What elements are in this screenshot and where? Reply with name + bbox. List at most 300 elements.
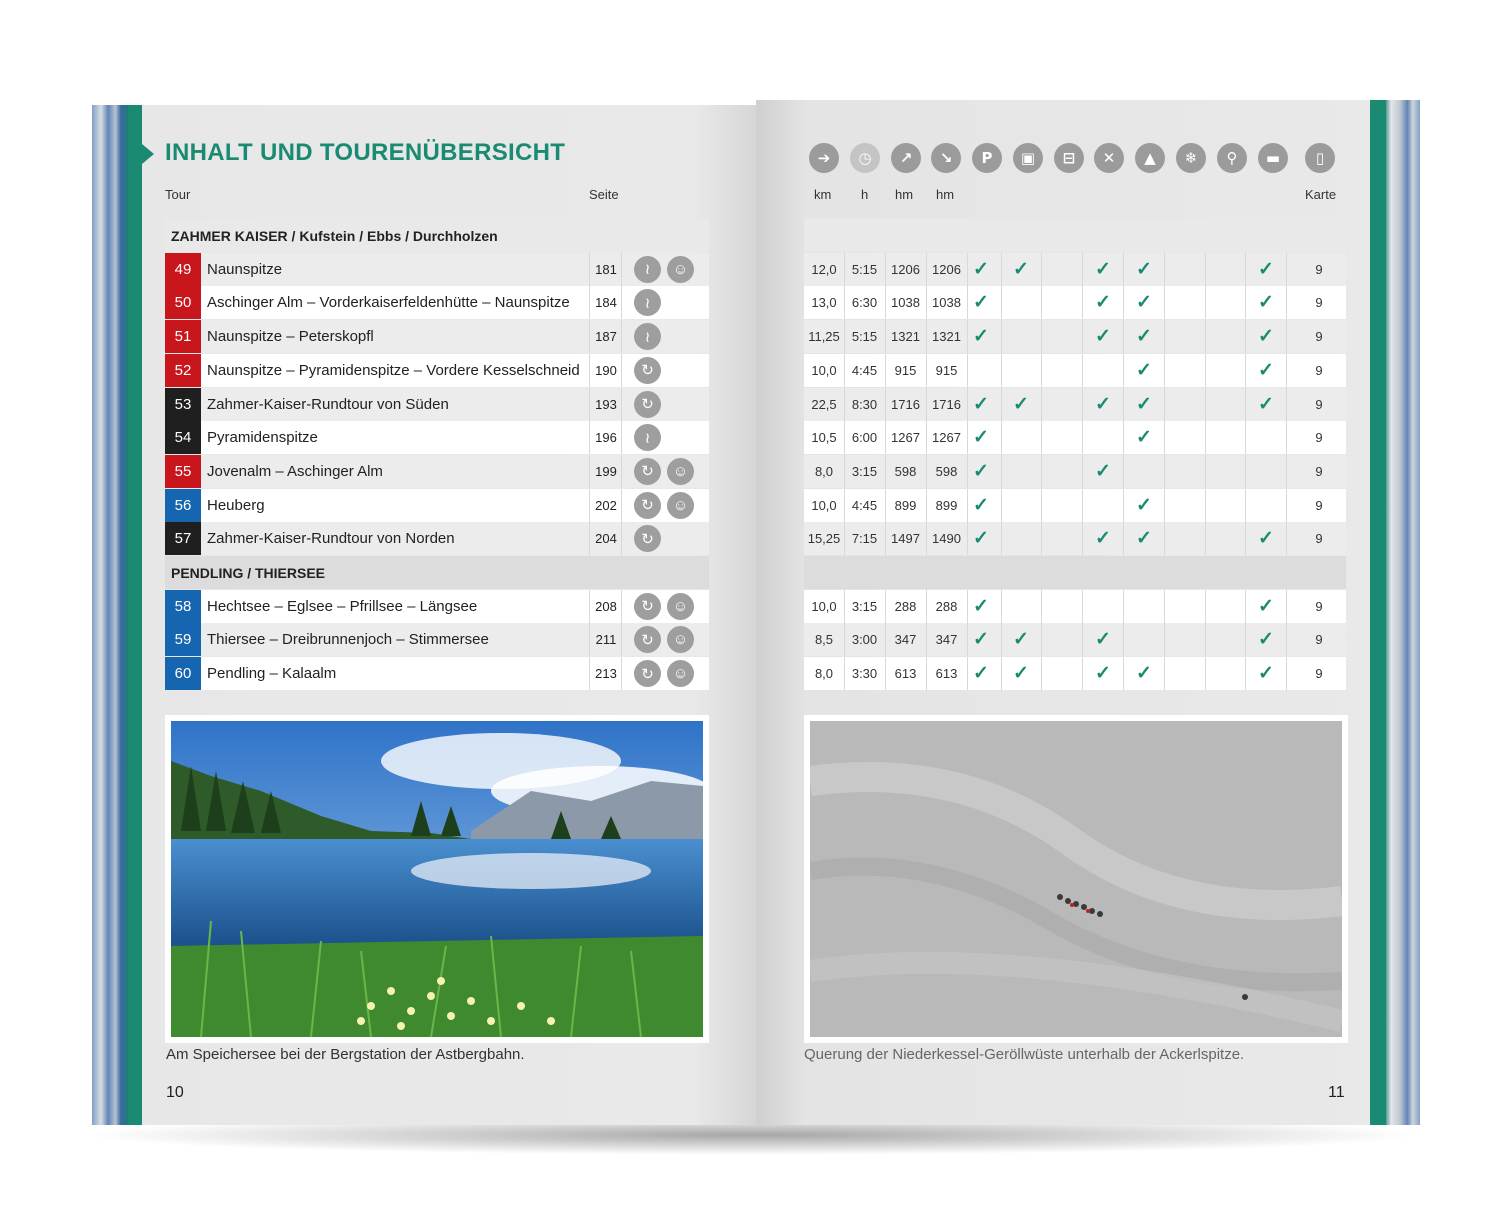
section-band-right xyxy=(804,556,1346,589)
column-divider xyxy=(621,522,622,555)
column-divider xyxy=(1286,388,1287,421)
tour-h: 3:15 xyxy=(851,463,878,479)
tour-name: Aschinger Alm – Vorderkaiserfeldenhütte – Naunspitze xyxy=(207,294,570,312)
check-icon: ✓ xyxy=(1258,326,1274,348)
tour-up: 613 xyxy=(894,666,917,682)
zigzag-route-icon: ≀ xyxy=(634,424,661,451)
column-divider xyxy=(1286,590,1287,623)
tour-name: Naunspitze xyxy=(207,260,283,278)
column-divider xyxy=(1001,286,1002,319)
header-tour: Tour xyxy=(165,187,191,202)
tour-map: 9 xyxy=(1315,430,1323,446)
tour-page: 213 xyxy=(595,666,617,682)
family-friendly-icon: ☺ xyxy=(667,593,694,620)
tour-stats-row xyxy=(804,489,1346,522)
column-divider xyxy=(1245,421,1246,454)
tour-number: 49 xyxy=(165,253,201,286)
tour-h: 5:15 xyxy=(851,261,878,277)
check-icon: ✓ xyxy=(1136,258,1152,280)
tour-name: Jovenalm – Aschinger Alm xyxy=(207,462,383,480)
tour-h: 6:30 xyxy=(851,295,878,311)
parking-icon: P xyxy=(972,143,1002,173)
check-icon: ✓ xyxy=(1258,258,1274,280)
check-icon: ✓ xyxy=(1136,292,1152,314)
section-heading: PENDLING / THIERSEE xyxy=(171,565,326,581)
tour-row[interactable] xyxy=(165,354,709,387)
column-divider xyxy=(621,421,622,454)
column-divider xyxy=(621,286,622,319)
page-title: INHALT UND TOURENÜBERSICHT xyxy=(165,139,566,166)
column-divider xyxy=(589,286,590,319)
tour-down: 1038 xyxy=(932,295,961,311)
book-edge-right xyxy=(1384,100,1420,1125)
check-icon: ✓ xyxy=(1013,629,1029,651)
tour-name: Pendling – Kalaalm xyxy=(207,665,337,683)
column-divider xyxy=(1205,253,1206,286)
tour-up: 1206 xyxy=(891,261,920,277)
tour-km: 12,0 xyxy=(811,261,837,277)
family-friendly-icon: ☺ xyxy=(667,492,694,519)
check-icon: ✓ xyxy=(1013,663,1029,685)
check-icon: ✓ xyxy=(1258,629,1274,651)
column-divider xyxy=(589,421,590,454)
column-divider xyxy=(1041,623,1042,656)
check-icon: ✓ xyxy=(1258,393,1274,415)
column-divider xyxy=(1001,354,1002,387)
tour-stats-row xyxy=(804,590,1346,623)
speichersee-image xyxy=(171,721,703,1037)
tour-h: 7:15 xyxy=(851,531,878,547)
column-divider xyxy=(1001,320,1002,353)
tour-km: 11,25 xyxy=(808,329,840,345)
column-divider xyxy=(1205,286,1206,319)
tour-name: Naunspitze – Pyramidenspitze – Vordere Kesselschneid xyxy=(207,361,580,379)
check-icon: ✓ xyxy=(1136,528,1152,550)
book-edge-left xyxy=(92,105,128,1125)
tour-row[interactable] xyxy=(165,489,709,522)
header-km: km xyxy=(814,187,832,202)
column-divider xyxy=(621,354,622,387)
ascent-icon: ↗ xyxy=(891,143,921,173)
column-divider xyxy=(621,253,622,286)
tour-page: 199 xyxy=(595,463,617,479)
column-divider xyxy=(1041,657,1042,690)
column-divider xyxy=(1286,253,1287,286)
tour-down: 1716 xyxy=(932,396,961,412)
tour-h: 8:30 xyxy=(851,396,878,412)
tour-name: Zahmer-Kaiser-Rundtour von Süden xyxy=(207,395,449,413)
tour-row[interactable] xyxy=(165,522,709,555)
tour-map: 9 xyxy=(1315,295,1323,311)
tour-h: 4:45 xyxy=(851,497,878,513)
column-divider xyxy=(1082,354,1083,387)
caption-right: Querung der Niederkessel-Geröllwüste unterhalb der Ackerlspitze. xyxy=(804,1046,1245,1063)
header-h: h xyxy=(861,187,869,202)
scree-field-image xyxy=(810,721,1342,1037)
tour-up: 288 xyxy=(894,598,917,614)
tour-map: 9 xyxy=(1315,632,1323,648)
column-divider xyxy=(1164,455,1165,488)
tour-stats-row xyxy=(804,421,1346,454)
photo-niederkessel xyxy=(804,715,1348,1043)
signpost-icon: ➔ xyxy=(809,143,839,173)
check-icon: ✓ xyxy=(973,663,989,685)
tour-map: 9 xyxy=(1315,362,1323,378)
left-accent-stripe xyxy=(128,105,142,1125)
column-divider xyxy=(589,354,590,387)
column-divider xyxy=(621,320,622,353)
family-friendly-icon: ☺ xyxy=(667,660,694,687)
tour-up: 1038 xyxy=(891,295,920,311)
tour-page: 181 xyxy=(595,261,617,277)
check-icon: ✓ xyxy=(973,595,989,617)
tour-stats-row xyxy=(804,286,1346,319)
check-icon: ✓ xyxy=(1095,292,1111,314)
tour-stats-row xyxy=(804,320,1346,353)
column-divider xyxy=(1286,657,1287,690)
zigzag-route-icon: ≀ xyxy=(634,289,661,316)
column-divider xyxy=(1205,455,1206,488)
tour-km: 15,25 xyxy=(807,531,841,547)
header-seite: Seite xyxy=(589,187,619,202)
family-friendly-icon: ☺ xyxy=(667,256,694,283)
column-divider xyxy=(1286,421,1287,454)
column-divider xyxy=(1245,455,1246,488)
bike-icon: ⚲ xyxy=(1217,143,1247,173)
column-divider xyxy=(621,623,622,656)
tour-down: 1490 xyxy=(932,531,961,547)
tour-row[interactable] xyxy=(165,388,709,421)
caption-left: Am Speichersee bei der Bergstation der Astbergbahn. xyxy=(166,1046,525,1063)
check-icon: ✓ xyxy=(1258,528,1274,550)
tour-name: Zahmer-Kaiser-Rundtour von Norden xyxy=(207,530,455,548)
column-divider xyxy=(1286,286,1287,319)
tour-up: 915 xyxy=(894,362,917,378)
column-divider xyxy=(1205,489,1206,522)
tour-row[interactable] xyxy=(165,455,709,488)
column-divider xyxy=(1001,522,1002,555)
check-icon: ✓ xyxy=(1136,427,1152,449)
check-icon: ✓ xyxy=(1258,595,1274,617)
loop-route-icon: ↻ xyxy=(634,626,661,653)
tour-number: 53 xyxy=(165,388,201,421)
column-divider xyxy=(1082,590,1083,623)
column-divider xyxy=(589,657,590,690)
check-icon: ✓ xyxy=(1258,292,1274,314)
column-divider xyxy=(1041,253,1042,286)
tour-h: 5:15 xyxy=(851,329,878,345)
tour-row[interactable] xyxy=(165,286,709,319)
tour-map: 9 xyxy=(1315,666,1323,682)
column-divider xyxy=(1286,522,1287,555)
check-icon: ✓ xyxy=(973,528,989,550)
loop-route-icon: ↻ xyxy=(634,357,661,384)
header-hm-ascent: hm xyxy=(895,187,914,202)
check-icon: ✓ xyxy=(973,460,989,482)
check-icon: ✓ xyxy=(1136,393,1152,415)
tour-km: 10,5 xyxy=(811,430,837,446)
column-divider xyxy=(1286,354,1287,387)
zigzag-route-icon: ≀ xyxy=(634,323,661,350)
tour-page: 211 xyxy=(595,632,617,648)
column-divider xyxy=(1123,455,1124,488)
column-divider xyxy=(1205,354,1206,387)
check-icon: ✓ xyxy=(973,326,989,348)
column-divider xyxy=(1245,489,1246,522)
check-icon: ✓ xyxy=(1258,359,1274,381)
check-icon: ✓ xyxy=(1095,528,1111,550)
column-divider xyxy=(1041,388,1042,421)
tour-number: 56 xyxy=(165,489,201,522)
tour-number: 58 xyxy=(165,590,201,623)
column-divider xyxy=(589,623,590,656)
tour-h: 6:00 xyxy=(851,430,878,446)
column-divider xyxy=(1041,354,1042,387)
tour-map: 9 xyxy=(1315,396,1323,412)
tour-name: Pyramidenspitze xyxy=(207,429,318,447)
tour-km: 8,0 xyxy=(814,666,834,682)
hut-icon: ▲ xyxy=(1135,143,1165,173)
page-number-left: 10 xyxy=(166,1084,184,1101)
tour-page: 193 xyxy=(595,396,617,412)
check-icon: ✓ xyxy=(1136,494,1152,516)
tour-down: 347 xyxy=(935,632,958,648)
cable-car-icon: ⊟ xyxy=(1054,143,1084,173)
column-divider xyxy=(1205,590,1206,623)
section-band-right xyxy=(804,219,1346,252)
column-divider xyxy=(967,354,968,387)
check-icon: ✓ xyxy=(1258,663,1274,685)
clock-icon: ◷ xyxy=(850,143,880,173)
tour-number: 57 xyxy=(165,522,201,555)
column-divider xyxy=(1041,590,1042,623)
column-divider xyxy=(1205,623,1206,656)
bed-icon: ▬ xyxy=(1258,143,1288,173)
column-divider xyxy=(1205,421,1206,454)
loop-route-icon: ↻ xyxy=(634,593,661,620)
tour-km: 10,0 xyxy=(811,362,837,378)
tour-number: 55 xyxy=(165,455,201,488)
column-divider xyxy=(1205,320,1206,353)
tour-down: 915 xyxy=(935,362,958,378)
tour-name: Naunspitze – Peterskopfl xyxy=(207,328,374,346)
column-divider xyxy=(1041,320,1042,353)
tour-up: 1497 xyxy=(891,531,920,547)
column-divider xyxy=(1286,489,1287,522)
page-number-right: 11 xyxy=(1328,1084,1345,1101)
family-friendly-icon: ☺ xyxy=(667,626,694,653)
column-divider xyxy=(621,489,622,522)
tour-h: 3:30 xyxy=(851,666,878,682)
column-divider xyxy=(1164,522,1165,555)
column-divider xyxy=(1041,522,1042,555)
descent-icon: ↘ xyxy=(931,143,961,173)
tour-km: 10,0 xyxy=(811,497,837,513)
tour-stats-row xyxy=(804,522,1346,555)
restaurant-icon: ✕ xyxy=(1094,143,1124,173)
tour-km: 22,5 xyxy=(811,396,837,412)
loop-route-icon: ↻ xyxy=(634,525,661,552)
column-divider xyxy=(589,590,590,623)
tour-up: 899 xyxy=(894,497,917,513)
column-divider xyxy=(1123,590,1124,623)
column-divider xyxy=(621,657,622,690)
column-divider xyxy=(1164,354,1165,387)
tour-row[interactable] xyxy=(165,623,709,656)
column-divider xyxy=(621,455,622,488)
tour-h: 4:45 xyxy=(851,362,878,378)
check-icon: ✓ xyxy=(1095,258,1111,280)
check-icon: ✓ xyxy=(973,629,989,651)
column-divider xyxy=(1041,421,1042,454)
column-divider xyxy=(1286,623,1287,656)
tour-row[interactable] xyxy=(165,320,709,353)
tour-up: 1716 xyxy=(891,396,920,412)
tour-km: 8,5 xyxy=(814,632,834,648)
column-divider xyxy=(1001,590,1002,623)
check-icon: ✓ xyxy=(1136,326,1152,348)
column-divider xyxy=(1164,489,1165,522)
column-divider xyxy=(1123,623,1124,656)
column-divider xyxy=(1041,455,1042,488)
column-divider xyxy=(1164,388,1165,421)
check-icon: ✓ xyxy=(1095,663,1111,685)
tour-stats-row xyxy=(804,388,1346,421)
column-divider xyxy=(589,320,590,353)
check-icon: ✓ xyxy=(1136,359,1152,381)
check-icon: ✓ xyxy=(1136,663,1152,685)
tour-map: 9 xyxy=(1315,463,1323,479)
tour-map: 9 xyxy=(1315,598,1323,614)
tour-stats-row xyxy=(804,455,1346,488)
tour-name: Heuberg xyxy=(207,496,265,514)
tour-down: 1321 xyxy=(932,329,961,345)
column-divider xyxy=(1205,522,1206,555)
header-karte: Karte xyxy=(1305,187,1337,202)
loop-route-icon: ↻ xyxy=(634,660,661,687)
column-divider xyxy=(1164,421,1165,454)
column-divider xyxy=(1001,455,1002,488)
tour-page: 190 xyxy=(595,362,617,378)
tour-row[interactable] xyxy=(165,657,709,690)
tour-number: 59 xyxy=(165,623,201,656)
tour-km: 13,0 xyxy=(811,295,837,311)
tour-up: 347 xyxy=(894,632,917,648)
tour-km: 10,0 xyxy=(811,598,837,614)
column-divider xyxy=(1164,590,1165,623)
tour-map: 9 xyxy=(1315,261,1323,277)
tour-h: 3:00 xyxy=(851,632,878,648)
tour-stats-row xyxy=(804,623,1346,656)
tour-page: 187 xyxy=(595,329,617,345)
column-divider xyxy=(1082,489,1083,522)
tour-number: 60 xyxy=(165,657,201,690)
column-divider xyxy=(1286,455,1287,488)
tour-up: 1321 xyxy=(891,329,920,345)
column-divider xyxy=(1164,320,1165,353)
winter-icon: ❄ xyxy=(1176,143,1206,173)
tour-stats-row xyxy=(804,657,1346,690)
column-divider xyxy=(1164,253,1165,286)
tour-page: 184 xyxy=(595,295,617,311)
tour-map: 9 xyxy=(1315,531,1323,547)
tour-row[interactable] xyxy=(165,590,709,623)
tour-down: 613 xyxy=(935,666,958,682)
column-divider xyxy=(1041,286,1042,319)
tour-map: 9 xyxy=(1315,497,1323,513)
column-divider xyxy=(1041,489,1042,522)
check-icon: ✓ xyxy=(1095,629,1111,651)
column-divider xyxy=(1001,489,1002,522)
bus-icon: ▣ xyxy=(1013,143,1043,173)
tour-up: 1267 xyxy=(891,430,920,446)
right-accent-stripe xyxy=(1370,100,1386,1125)
check-icon: ✓ xyxy=(1013,393,1029,415)
loop-route-icon: ↻ xyxy=(634,492,661,519)
tour-stats-row xyxy=(804,253,1346,286)
tour-map: 9 xyxy=(1315,329,1323,345)
column-divider xyxy=(1164,623,1165,656)
tour-down: 899 xyxy=(935,497,958,513)
header-hm-descent: hm xyxy=(936,187,955,202)
check-icon: ✓ xyxy=(1095,326,1111,348)
title-marker xyxy=(142,144,154,164)
tour-down: 288 xyxy=(935,598,958,614)
tour-name: Hechtsee – Eglsee – Pfrillsee – Längsee xyxy=(207,597,478,615)
check-icon: ✓ xyxy=(1095,460,1111,482)
tour-km: 8,0 xyxy=(814,463,834,479)
photo-speichersee xyxy=(165,715,709,1043)
tour-row[interactable] xyxy=(165,253,709,286)
column-divider xyxy=(589,388,590,421)
tour-down: 598 xyxy=(935,463,958,479)
tour-h: 3:15 xyxy=(851,598,878,614)
check-icon: ✓ xyxy=(973,494,989,516)
column-divider xyxy=(1164,286,1165,319)
loop-route-icon: ↻ xyxy=(634,391,661,418)
tour-page: 202 xyxy=(595,497,617,513)
column-divider xyxy=(1205,657,1206,690)
tour-row[interactable] xyxy=(165,421,709,454)
check-icon: ✓ xyxy=(1013,258,1029,280)
tour-number: 52 xyxy=(165,354,201,387)
column-divider xyxy=(589,253,590,286)
column-divider xyxy=(1001,421,1002,454)
tour-down: 1267 xyxy=(932,430,961,446)
column-divider xyxy=(1286,320,1287,353)
check-icon: ✓ xyxy=(973,292,989,314)
tour-number: 50 xyxy=(165,286,201,319)
section-heading: ZAHMER KAISER / Kufstein / Ebbs / Durchholzen xyxy=(171,228,498,244)
column-divider xyxy=(589,522,590,555)
column-divider xyxy=(621,590,622,623)
tour-number: 51 xyxy=(165,320,201,353)
tour-page: 196 xyxy=(595,430,617,446)
check-icon: ✓ xyxy=(973,427,989,449)
tour-name: Thiersee – Dreibrunnenjoch – Stimmersee xyxy=(207,631,489,649)
tour-number: 54 xyxy=(165,421,201,454)
column-divider xyxy=(589,489,590,522)
column-divider xyxy=(1082,421,1083,454)
map-icon: ▯ xyxy=(1305,143,1335,173)
check-icon: ✓ xyxy=(973,258,989,280)
zigzag-route-icon: ≀ xyxy=(634,256,661,283)
column-divider xyxy=(589,455,590,488)
column-divider xyxy=(621,388,622,421)
check-icon: ✓ xyxy=(973,393,989,415)
tour-up: 598 xyxy=(894,463,917,479)
tour-page: 208 xyxy=(595,598,617,614)
